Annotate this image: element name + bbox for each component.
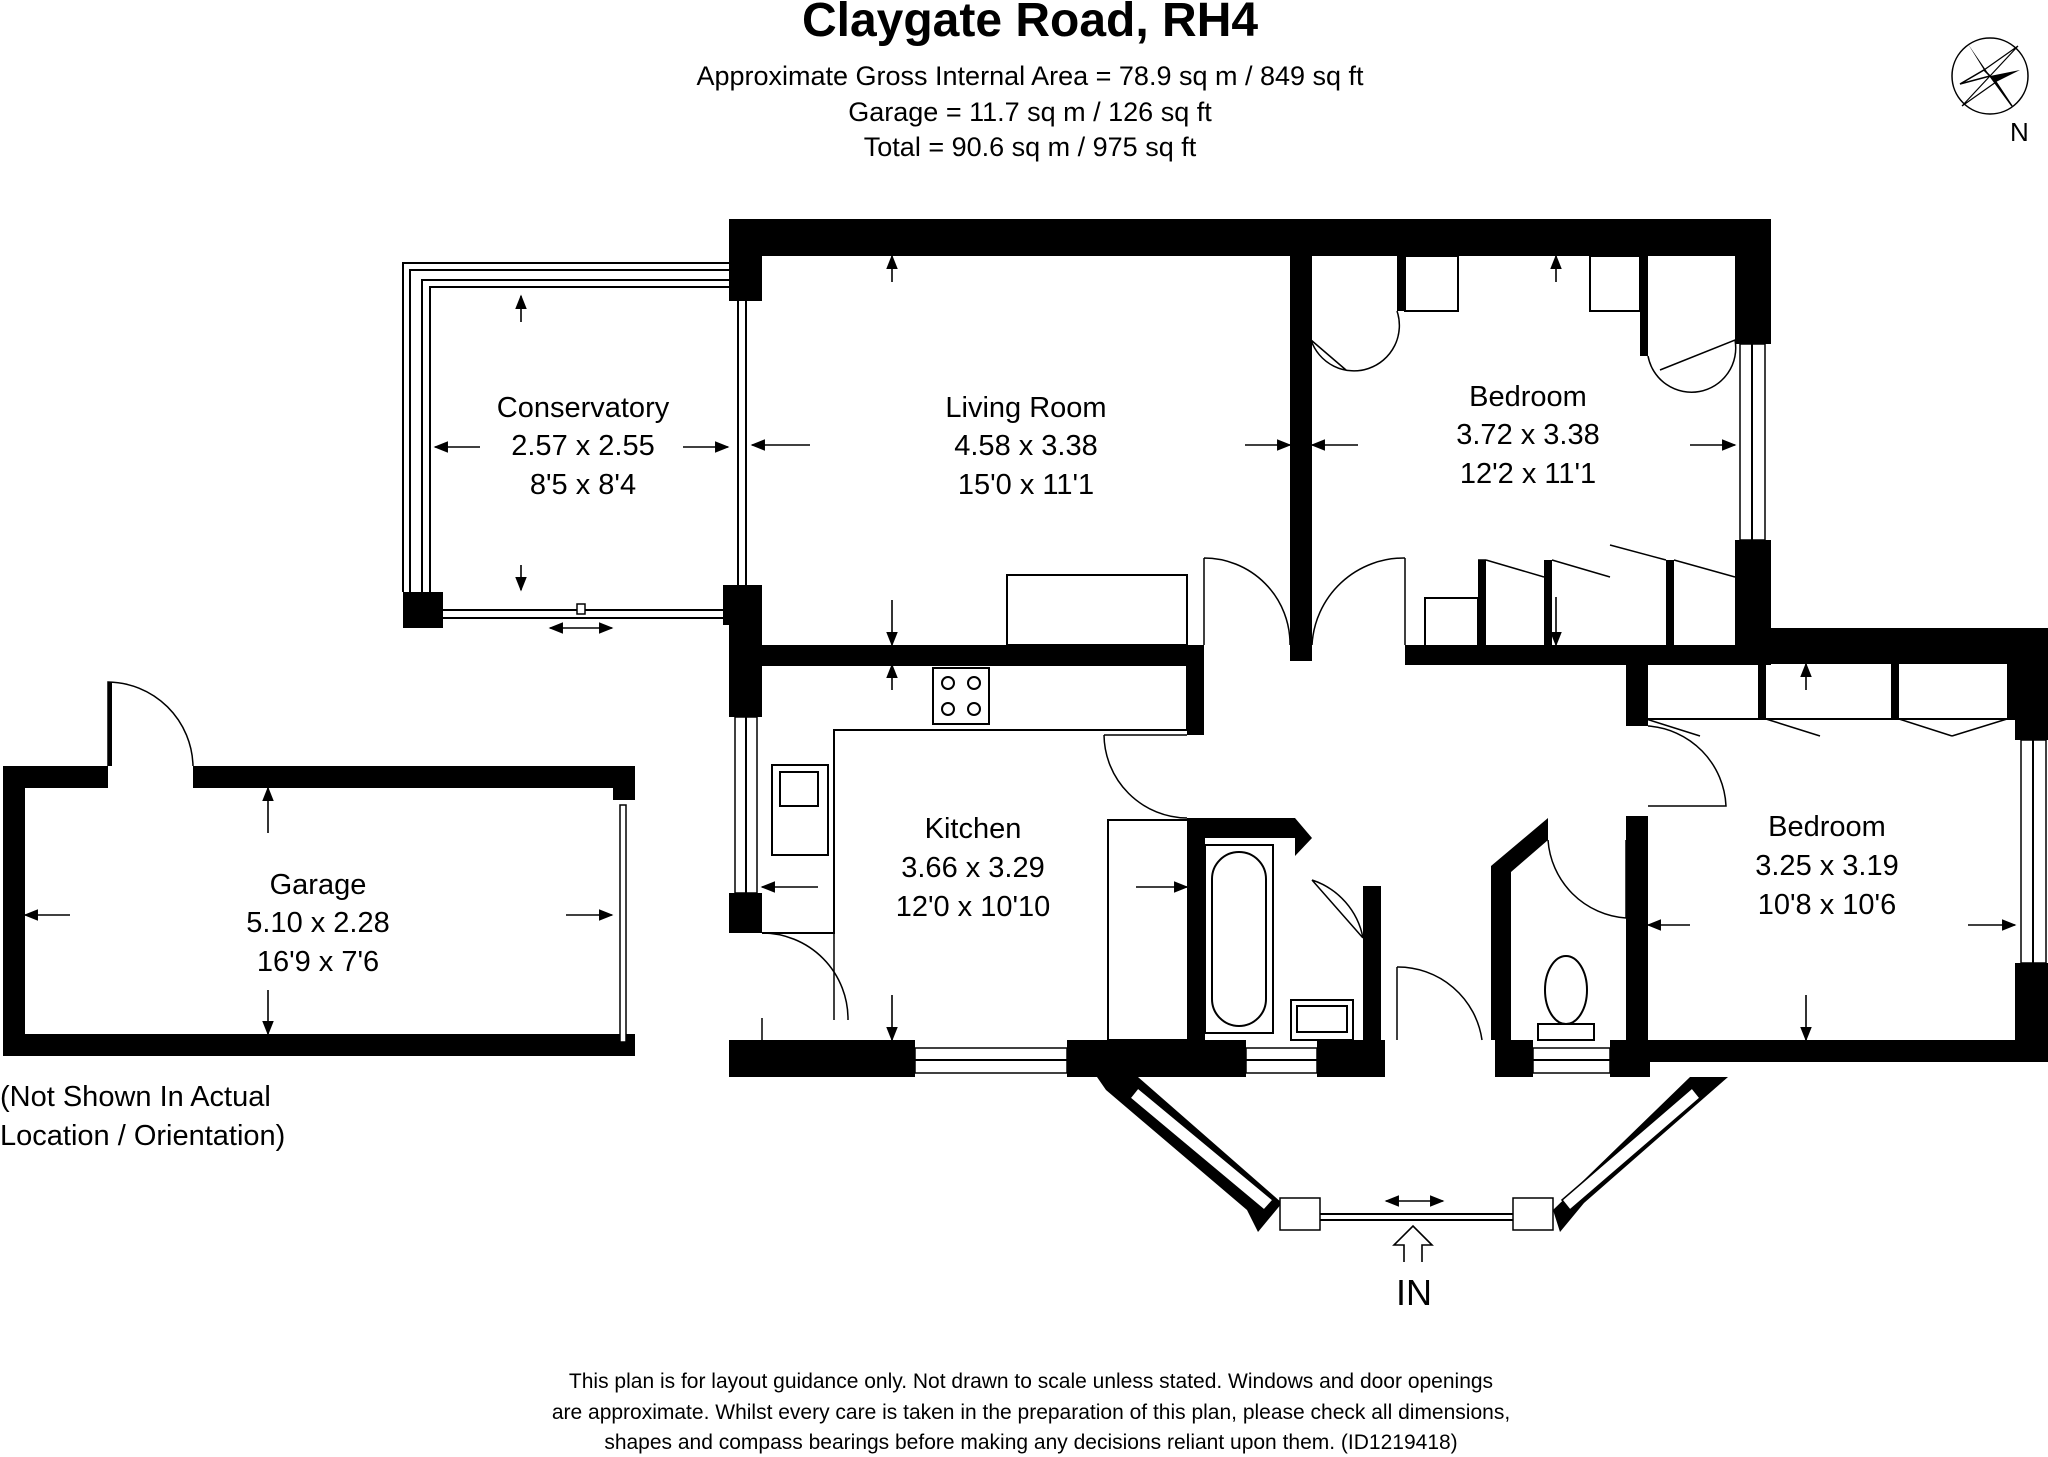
- living-room-imperial: 15'0 x 11'1: [957, 469, 1095, 501]
- bedroom2-name: Bedroom: [1768, 811, 1886, 843]
- living-room-name: Living Room: [945, 392, 1107, 424]
- garage-name: Garage: [269, 869, 367, 901]
- disclaimer-line3: shapes and compass bearings before making any decisions reliant upon them. (ID1219418): [604, 1431, 1458, 1454]
- bay-window: [1097, 1077, 1728, 1232]
- gross-internal-area: Approximate Gross Internal Area = 78.9 sq m / 849 sq ft: [696, 61, 1364, 91]
- walls: [729, 219, 2048, 1077]
- compass-north-label: N: [2010, 117, 2029, 147]
- disclaimer-line1: This plan is for layout guidance only. Not drawn to scale unless stated. Windows and door openings: [568, 1370, 1494, 1393]
- conservatory-metric: 2.57 x 2.55: [511, 430, 655, 462]
- garage-imperial: 16'9 x 7'6: [256, 946, 380, 978]
- plan-title: Claygate Road, RH4: [801, 0, 1259, 47]
- garage-note-line2: Location / Orientation): [0, 1120, 286, 1152]
- kitchen-name: Kitchen: [924, 813, 1022, 845]
- bedroom1-name: Bedroom: [1469, 381, 1587, 413]
- conservatory-name: Conservatory: [496, 392, 670, 424]
- kitchen-imperial: 12'0 x 10'10: [895, 891, 1051, 923]
- kitchen-metric: 3.66 x 3.29: [901, 852, 1045, 884]
- conservatory-imperial: 8'5 x 8'4: [529, 469, 637, 501]
- total-area: Total = 90.6 sq m / 975 sq ft: [863, 132, 1197, 162]
- garage-metric: 5.10 x 2.28: [246, 907, 390, 939]
- bedroom2-metric: 3.25 x 3.19: [1755, 850, 1899, 882]
- bedroom1-metric: 3.72 x 3.38: [1456, 419, 1600, 451]
- disclaimer-line2: are approximate. Whilst every care is taken in the preparation of this plan, please check all dimensions,: [551, 1401, 1511, 1424]
- compass-icon: [1952, 38, 2028, 114]
- garage-note-line1: (Not Shown In Actual: [0, 1081, 271, 1113]
- garage-area: Garage = 11.7 sq m / 126 sq ft: [848, 97, 1212, 127]
- bedroom1-imperial: 12'2 x 11'1: [1459, 458, 1597, 490]
- bedroom2-imperial: 10'8 x 10'6: [1757, 889, 1897, 921]
- entrance-label: IN: [1396, 1272, 1432, 1313]
- living-room-metric: 4.58 x 3.38: [954, 430, 1098, 462]
- windows: [735, 344, 2046, 1073]
